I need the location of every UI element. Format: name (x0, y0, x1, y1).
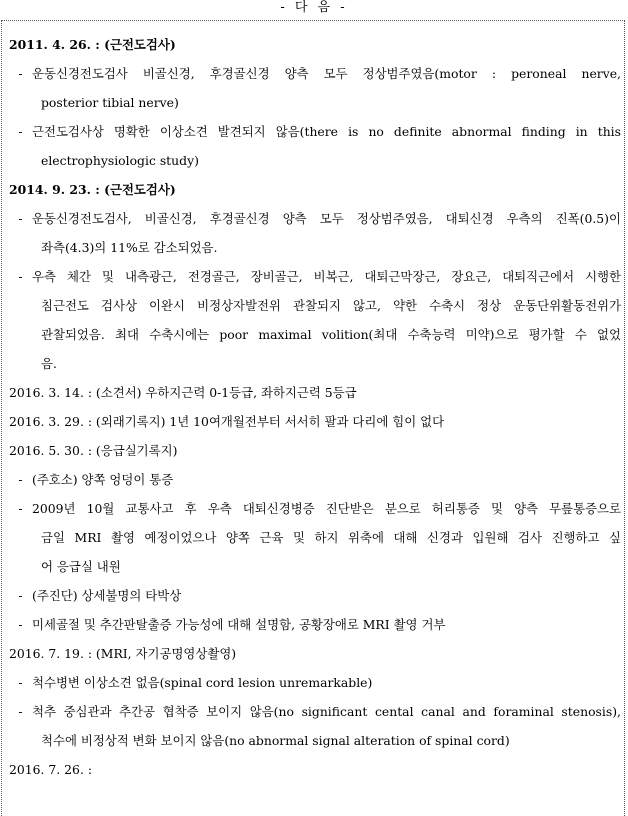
text-row: (주호소) 양쪽 엉덩이 통증 (32, 472, 174, 487)
bullet-dash: - (18, 211, 23, 226)
section-title: 2016. 7. 26. : (9, 762, 92, 777)
text-row: 금일 MRI 촬영 예정이었으나 양쪽 근육 및 하지 위축에 대해 신경과 입원해 검사 진행하고 싶 (41, 530, 621, 545)
text-row: 운동신경전도검사, 비골신경, 후경골신경 양측 모두 정상범주였음, 대퇴신경 우측의 진폭(0.5)이 (32, 211, 621, 226)
section-title: 2016. 5. 30. : (응급실기록지) (9, 443, 178, 458)
list-item-text (32, 581, 621, 610)
text-row: 근전도검사상 명확한 이상소견 발견되지 않음(there is no definite abnormal finding in this (32, 124, 621, 139)
text-row: 2009년 10월 교통사고 후 우측 대퇴신경병증 진단받은 분으로 허리통증 및 양측 무릎통증으로 (32, 501, 621, 516)
text-row: posterior tibial nerve) (41, 95, 179, 110)
section-title: 2016. 3. 14. : (소견서) 우하지근력 0-1등급, 좌하지근력 5등급 (9, 385, 357, 400)
text-row: 척수에 비정상적 변화 보이지 않음(no abnormal signal alteration of spinal cord) (41, 733, 510, 748)
bullet-dash: - (18, 704, 23, 719)
text-row: 미세골절 및 추간판탈출증 가능성에 대해 설명함, 공황장애로 MRI 촬영 거부 (32, 617, 446, 632)
notice-heading: - 다 음 - (280, 0, 348, 15)
list-item (9, 59, 621, 117)
list-item (9, 262, 621, 378)
section-title: 2014. 9. 23. : (근전도검사) (9, 182, 176, 197)
bullet-dash: - (18, 675, 23, 690)
text-row: 어 응급실 내원 (41, 559, 121, 574)
list-item (9, 668, 621, 697)
text-row: 음. (41, 356, 57, 371)
text-row: 관찰되었음. 최대 수축시에는 poor maximal volition(최대 수축능력 미약)으로 평가할 수 없었 (41, 327, 621, 342)
list-item-text (32, 697, 621, 755)
text-row: 침근전도 검사상 이완시 비정상자발전위 관찰되지 않고, 약한 수축시 정상 운동단위활동전위가 (41, 298, 621, 313)
list-item (9, 465, 621, 494)
bullet-dash: - (18, 617, 23, 632)
bullet-dash: - (18, 501, 23, 516)
text-row: 운동신경전도검사 비골신경, 후경골신경 양측 모두 정상범주였음(motor : peroneal nerve, (32, 66, 621, 81)
text-row: (주진단) 상세불명의 타박상 (32, 588, 182, 603)
list-item (9, 581, 621, 610)
section-title: 2016. 7. 19. : (MRI, 자기공명영상촬영) (9, 646, 237, 661)
record-content (9, 30, 621, 784)
text-row: 우측 체간 및 내측광근, 전경골근, 장비골근, 비복근, 대퇴근막장근, 장요근, 대퇴직근에서 시행한 (32, 269, 621, 284)
list-item (9, 494, 621, 581)
text-row: 척수병변 이상소견 없음(spinal cord lesion unremarkable) (32, 675, 373, 690)
text-row: 좌측(4.3)의 11%로 감소되었음. (41, 240, 218, 255)
list-item-text (32, 204, 621, 262)
list-item (9, 697, 621, 755)
bullet-dash: - (18, 269, 23, 284)
list-item-text (32, 610, 621, 639)
text-row: electrophysiologic study) (41, 153, 199, 168)
list-item (9, 610, 621, 639)
bullet-dash: - (18, 66, 23, 81)
bullet-dash: - (18, 588, 23, 603)
list-item-text (32, 117, 621, 175)
list-item (9, 204, 621, 262)
list-item-text (32, 59, 621, 117)
list-item-text (32, 465, 621, 494)
record-box (1, 20, 625, 816)
list-item (9, 117, 621, 175)
bullet-dash: - (18, 124, 23, 139)
bullet-dash: - (18, 472, 23, 487)
section-title: 2016. 3. 29. : (외래기록지) 1년 10여개월전부터 서서히 팔과 다리에 힘이 없다 (9, 414, 445, 429)
list-item-text (32, 668, 621, 697)
text-row: 척추 중심관과 추간공 협착증 보이지 않음(no significant cental canal and foraminal stenosis), (32, 704, 621, 719)
section-title: 2011. 4. 26. : (근전도검사) (9, 37, 176, 52)
list-item-text (32, 494, 621, 581)
list-item-text (32, 262, 621, 378)
